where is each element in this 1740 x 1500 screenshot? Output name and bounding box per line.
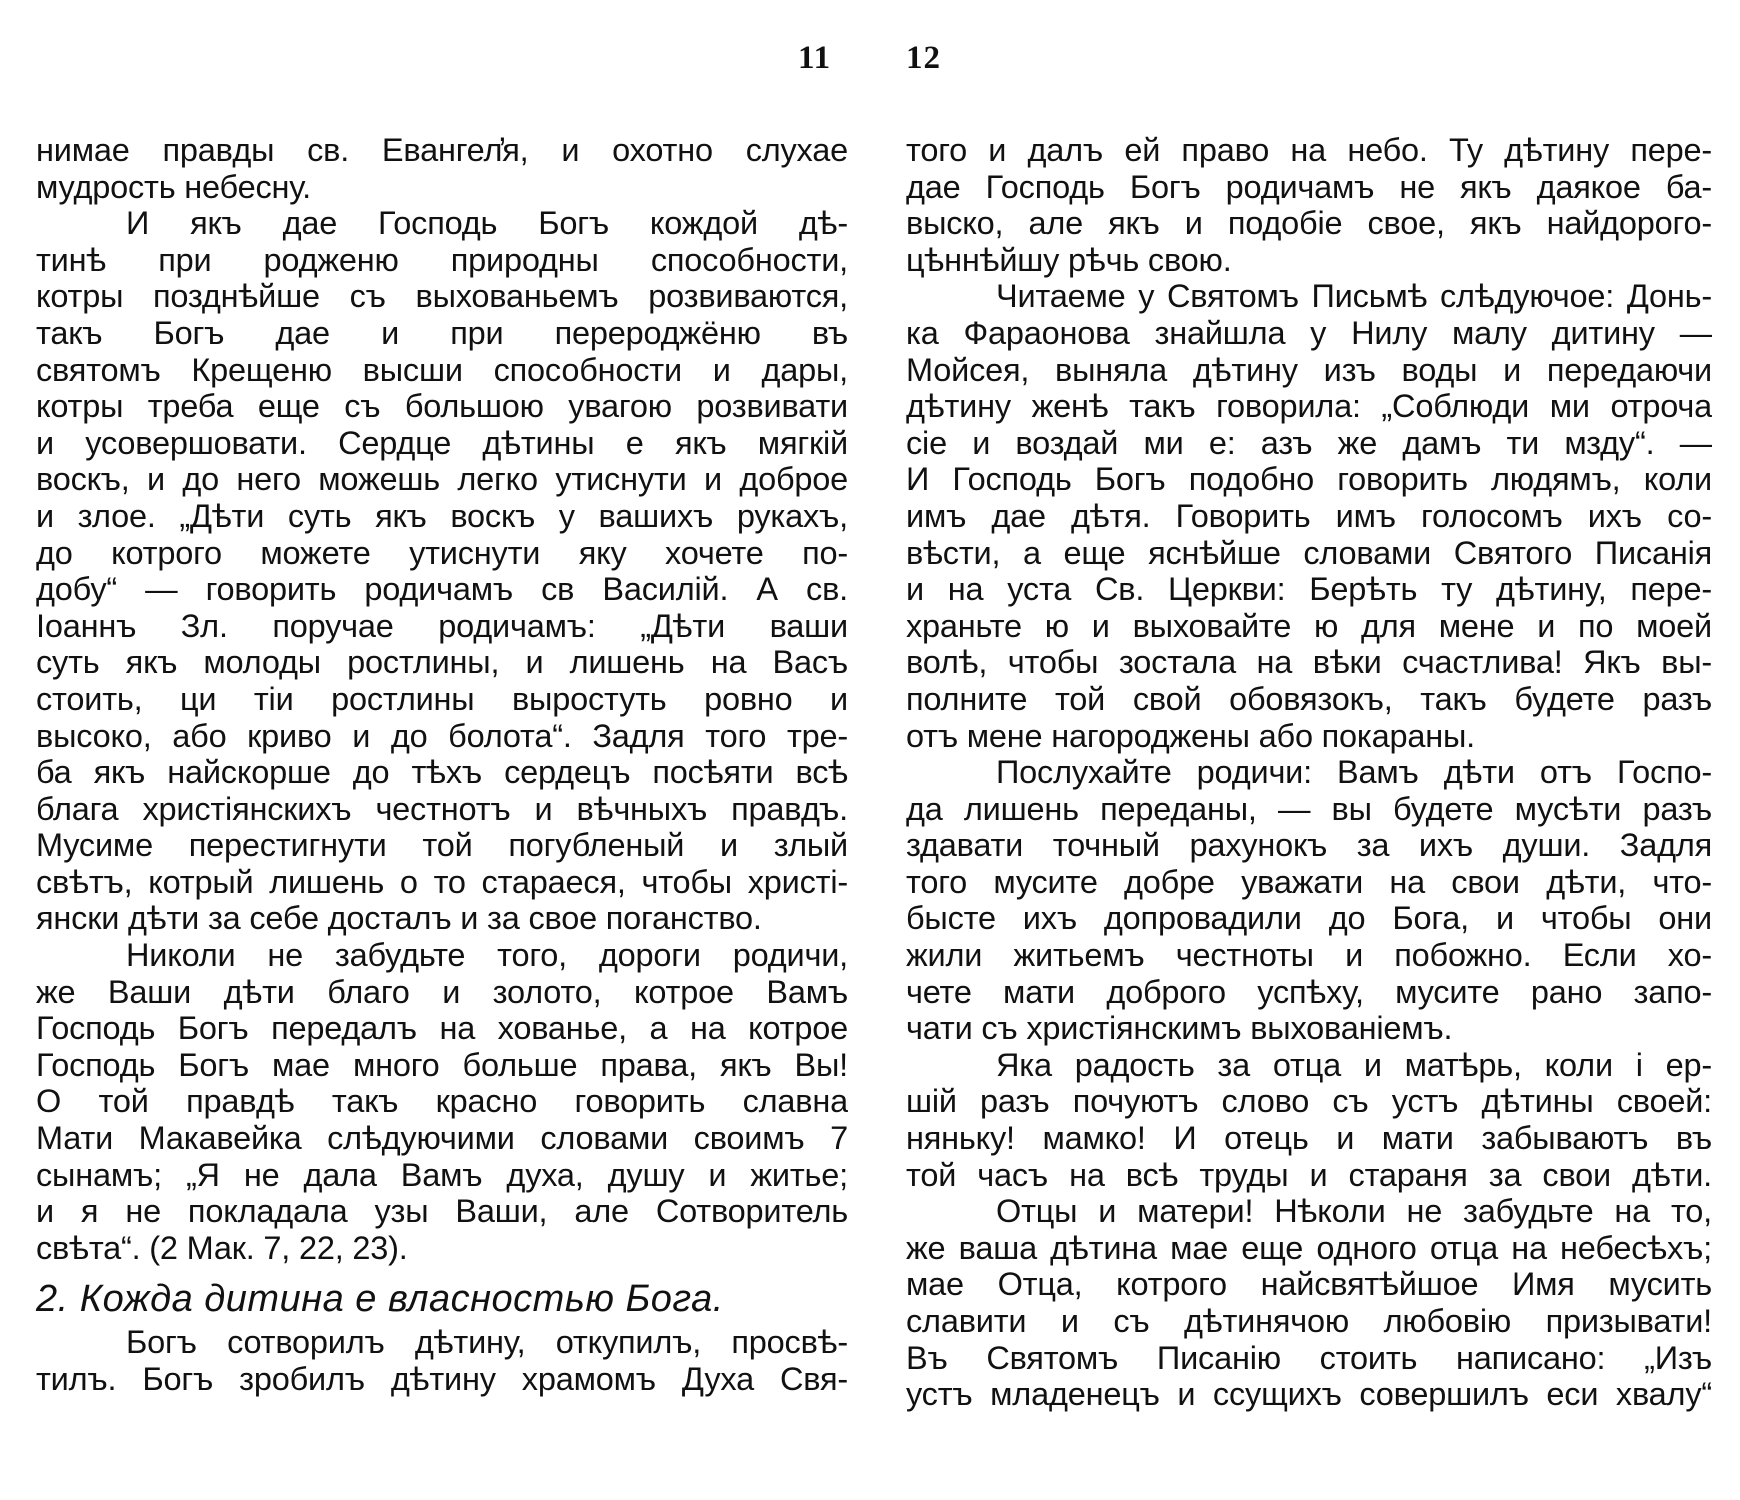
text-line: Мати Макавейка слѣдуючими словами своимъ 7	[36, 1120, 848, 1157]
text-line: Іоаннъ Зл. поручае родичамъ: „Дѣти ваши	[36, 607, 848, 644]
text-line: да лишень переданы, — вы будете мусѣти разъ	[906, 790, 1712, 827]
text-line: шій разъ почуютъ слово съ устъ дѣтины своей:	[906, 1083, 1712, 1120]
text-line: тинѣ при родженю природны способности,	[36, 241, 848, 278]
text-line: мудрость небесну.	[36, 168, 311, 205]
text-line: чете мати доброго успѣху, мусите рано запо-	[906, 973, 1712, 1010]
text-line: и на уста Св. Церкви: Берѣть ту дѣтину, пере-	[906, 571, 1712, 608]
text-line: свѣта“. (2 Мак. 7, 22, 23).	[36, 1229, 408, 1266]
text-line: того мусите добре уважати на свои дѣти, что-	[906, 863, 1712, 900]
text-line: дѣтину женѣ такъ говорила: „Соблюди ми отроча	[906, 388, 1712, 425]
text-line: святомъ Крещеню высши способности и дары,	[36, 351, 848, 388]
text-line: и злое. „Дѣти суть якъ воскъ у вашихъ рукахъ,	[36, 497, 848, 534]
text-line: янски дѣти за себе досталъ и за свое поганство.	[36, 900, 762, 937]
text-line: имъ дае дѣтя. Говорить имъ голосомъ ихъ со-	[906, 497, 1712, 534]
text-line: блага христіянскихъ честнотъ и вѣчныхъ правдъ.	[36, 790, 848, 827]
text-line: Мойсея, выняла дѣтину изъ воды и передаючи	[906, 351, 1712, 388]
text-line: свѣтъ, котрый лишень о то стараеся, чтобы христі-	[36, 863, 848, 900]
text-line: такъ Богъ дае и при перероджёню въ	[36, 314, 848, 351]
text-line: жили житьемъ честноты и побожно. Если хо-	[906, 937, 1712, 974]
text-line: Богъ сотворилъ дѣтину, откупилъ, просвѣ-	[126, 1324, 848, 1361]
left-after-heading-paragraph	[36, 1324, 848, 1397]
text-line: добу“ — говорить родичамъ св Василій. А св.	[36, 571, 848, 608]
text-line: котры позднѣйше съ выхованьемъ розвиваются,	[36, 278, 848, 315]
right-text-column	[906, 132, 1712, 1413]
text-line: же Ваши дѣти благо и золото, котрое Вамъ	[36, 973, 848, 1010]
text-line: отъ мене нагороджены або покараны.	[906, 717, 1476, 754]
text-line: высоко, або криво и до болота“. Задля того тре-	[36, 717, 848, 754]
text-line: славити и съ дѣтинячою любовію призывати!	[906, 1303, 1712, 1339]
text-line: мае Отца, котрого найсвятѣйшое Имя мусить	[906, 1266, 1712, 1303]
text-line: стоить, ци тіи ростлины выростуть ровно и	[36, 680, 848, 717]
text-line: Господь Богъ передалъ на хованье, а на котрое	[36, 1010, 848, 1047]
text-line: котры треба еще съ большою увагою розвивати	[36, 388, 848, 425]
text-line: Яка радость за отца и матѣрь, коли і ер-	[996, 1046, 1712, 1083]
text-line: же ваша дѣтина мае еще одного отца на небесѣхъ;	[906, 1229, 1712, 1266]
text-line: вѣсти, а еще яснѣйше словами Святого Писанія	[906, 534, 1712, 571]
text-line: здавати точный рахунокъ за ихъ души. Задля	[906, 827, 1712, 864]
text-line: цѣннѣйшу рѣчь свою.	[906, 241, 1232, 278]
text-line: и усовершовати. Сердце дѣтины е якъ мягкій	[36, 424, 848, 461]
text-line: Послухайте родичи: Вамъ дѣти отъ Госпо-	[996, 754, 1712, 791]
page-number-right: 12	[906, 40, 941, 76]
text-line: того и далъ ей право на небо. Ту дѣтину пере-	[906, 132, 1712, 168]
left-text-column	[36, 132, 848, 1398]
text-line: О той правдѣ такъ красно говорить славна	[36, 1083, 848, 1120]
text-line: и я не покладала узы Ваши, але Сотворитель	[36, 1193, 848, 1230]
text-line: И якъ дае Господь Богъ кождой дѣ-	[126, 205, 848, 242]
text-line: няньку! мамко! И отець и мати забываютъ въ	[906, 1120, 1712, 1157]
text-line: чати съ христіянскимъ выхованіемъ.	[906, 1010, 1453, 1047]
text-line: устъ младенецъ и ссущихъ совершилъ еси хвалу“	[906, 1376, 1712, 1413]
text-line: Господь Богъ мае много больше права, якъ Вы!	[36, 1046, 848, 1083]
left-paragraphs	[36, 132, 848, 1266]
text-line: суть якъ молоды ростлины, и лишень на Васъ	[36, 644, 848, 681]
text-line: сіе и воздай ми е: азъ же дамъ ти мзду“. —	[906, 424, 1712, 461]
page-number-left: 11	[798, 40, 832, 76]
right-paragraphs	[906, 132, 1712, 1413]
text-line: сынамъ; „Я не дала Вамъ духа, душу и житье;	[36, 1156, 848, 1193]
section-heading: 2. Кожда дитина е власностью Бога.	[36, 1278, 724, 1321]
text-line: Николи не забудьте того, дороги родичи,	[126, 937, 848, 974]
text-line: выско, але якъ и подобіе свое, якъ найдорого-	[906, 205, 1712, 242]
text-line: ка Фараонова знайшла у Нилу малу дитину —	[906, 314, 1712, 351]
text-line: Мусиме перестигнути той погубленый и злый	[36, 827, 848, 864]
text-line: Въ Святомъ Писанію стоить написано: „Изъ	[906, 1339, 1712, 1376]
text-line: бысте ихъ допровадили до Бога, и чтобы они	[906, 900, 1712, 937]
text-line: Отцы и матери! Нѣколи не забудьте на то,	[996, 1193, 1712, 1230]
text-line: храньте ю и выховайте ю для мене и по моей	[906, 607, 1712, 644]
text-line: нимае правды св. Евангел̓я, и охотно слухае	[36, 132, 848, 168]
text-line: Читаеме у Святомъ Письмѣ слѣдуючое: Донь-	[996, 278, 1712, 315]
text-line: И Господь Богъ подобно говорить людямъ, коли	[906, 461, 1712, 498]
text-line: дае Господь Богъ родичамъ не якъ даякое ба-	[906, 168, 1712, 205]
text-line: ба якъ найскорше до тѣхъ сердецъ посѣяти всѣ	[36, 754, 848, 791]
text-line: волѣ, чтобы зостала на вѣки счастлива! Якъ вы-	[906, 644, 1712, 681]
text-line: воскъ, и до него можешь легко утиснути и доброе	[36, 461, 848, 498]
text-line: до котрого можете утиснути яку хочете по-	[36, 534, 848, 571]
text-line: тилъ. Богъ зробилъ дѣтину храмомъ Духа Свя-	[36, 1361, 848, 1397]
text-line: полните той свой обовязокъ, такъ будете разъ	[906, 680, 1712, 717]
text-line: той часъ на всѣ труды и стараня за свои дѣти.	[906, 1156, 1712, 1193]
